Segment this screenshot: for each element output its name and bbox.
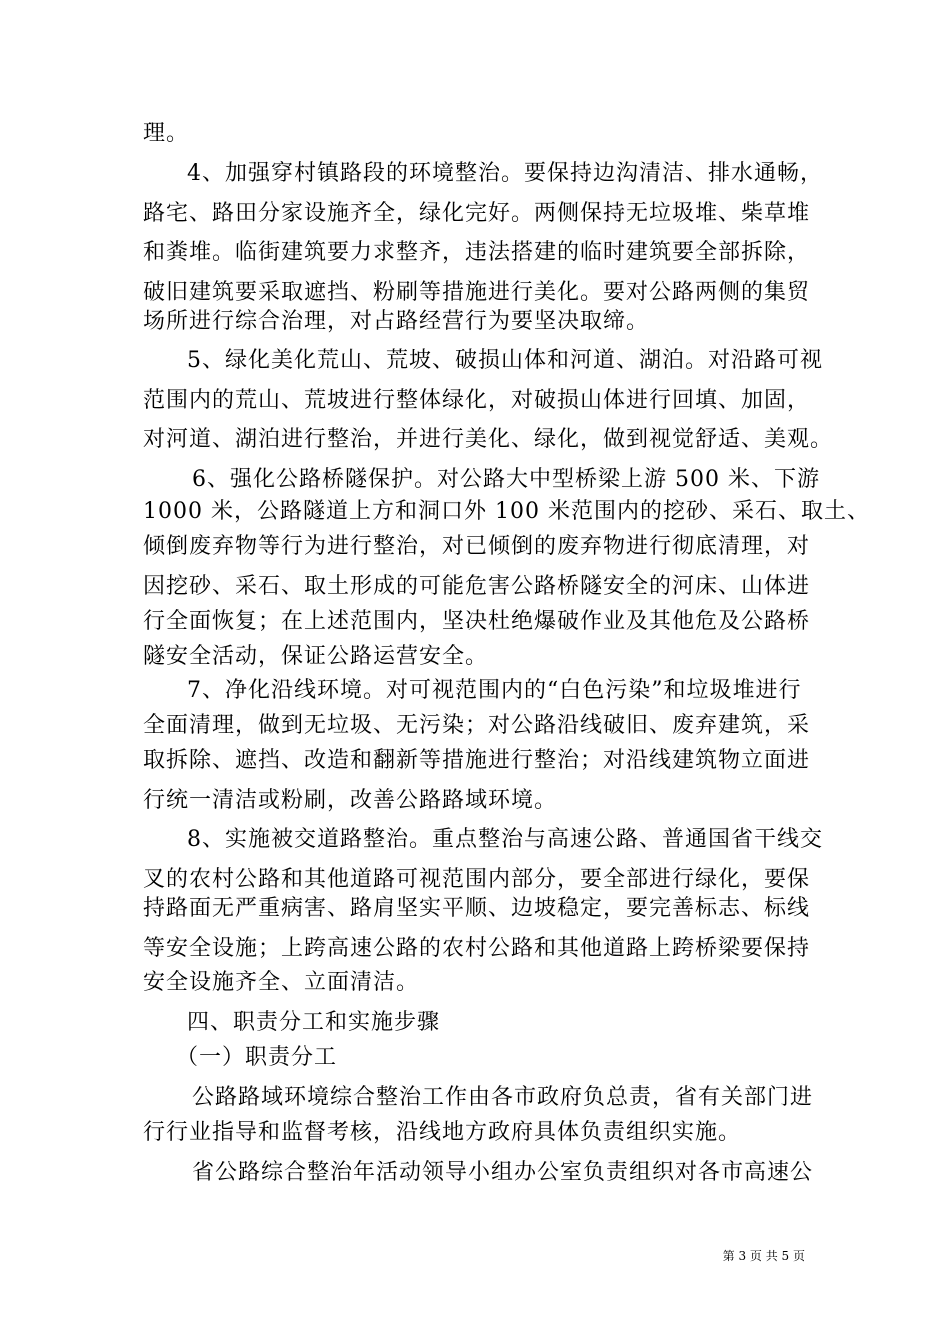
text-line: 8、实施被交道路整治。重点整治与高速公路、普通国省干线交 — [187, 827, 823, 852]
text-line: 6、强化公路桥隧保护。对公路大中型桥梁上游 500 米、下游 — [192, 467, 820, 492]
text-line: 对河道、湖泊进行整治，并进行美化、绿化，做到视觉舒适、美观。 — [143, 427, 834, 452]
text-line: 理。 — [143, 121, 190, 146]
section-heading: 四、职责分工和实施步骤 — [187, 1010, 441, 1035]
subsection-heading: （一）职责分工 — [176, 1045, 338, 1070]
text-line: 持路面无严重病害、路肩坚实平顺、边坡稳定，要完善标志、标线 — [143, 896, 811, 921]
text-line: 省公路综合整治年活动领导小组办公室负责组织对各市高速公 — [192, 1160, 814, 1185]
text-line: 和粪堆。临街建筑要力求整齐，违法搭建的临时建筑要全部拆除， — [143, 240, 811, 265]
text-line: 行全面恢复；在上述范围内，坚决杜绝爆破作业及其他危及公路桥 — [143, 609, 811, 634]
text-line: 场所进行综合治理，对占路经营行为要坚决取缔。 — [143, 309, 650, 334]
text-line: 因挖砂、采石、取土形成的可能危害公路桥隧安全的河床、山体进 — [143, 574, 811, 599]
text-line: 取拆除、遮挡、改造和翻新等措施进行整治；对沿线建筑物立面进 — [143, 748, 811, 773]
text-line: 路宅、路田分家设施齐全，绿化完好。两侧保持无垃圾堆、柴草堆 — [143, 201, 811, 226]
text-line: 等安全设施；上跨高速公路的农村公路和其他道路上跨桥梁要保持 — [143, 936, 811, 961]
text-line: 全面清理，做到无垃圾、无污染；对公路沿线破旧、废弃建筑，采 — [143, 713, 811, 738]
text-line: 公路路域环境综合整治工作由各市政府负总责，省有关部门进 — [192, 1085, 814, 1110]
page-number: 第 3 页 共 5 页 — [722, 1249, 805, 1263]
text-line: 7、净化沿线环境。对可视范围内的“白色污染”和垃圾堆进行 — [187, 678, 802, 703]
text-line: 倾倒废弃物等行为进行整治，对已倾倒的废弃物进行彻底清理，对 — [143, 534, 811, 559]
text-line: 安全设施齐全、立面清洁。 — [143, 970, 420, 995]
text-line: 4、加强穿村镇路段的环境整治。要保持边沟清洁、排水通畅， — [187, 161, 823, 186]
text-line: 隧安全活动，保证公路运营安全。 — [143, 644, 489, 669]
text-line: 范围内的荒山、荒坡进行整体绿化，对破损山体进行回填、加固， — [143, 388, 811, 413]
text-line: 行行业指导和监督考核，沿线地方政府具体负责组织实施。 — [143, 1120, 742, 1145]
text-line: 行统一清洁或粉刷，改善公路路域环境。 — [143, 788, 558, 813]
text-line: 叉的农村公路和其他道路可视范围内部分，要全部进行绿化，要保 — [143, 867, 811, 892]
text-line: 5、绿化美化荒山、荒坡、破损山体和河道、湖泊。对沿路可视 — [187, 348, 823, 373]
text-line: 1000 米，公路隧道上方和洞口外 100 米范围内的挖砂、采石、取土、 — [143, 499, 870, 524]
text-line: 破旧建筑要采取遮挡、粉刷等措施进行美化。要对公路两侧的集贸 — [143, 280, 811, 305]
